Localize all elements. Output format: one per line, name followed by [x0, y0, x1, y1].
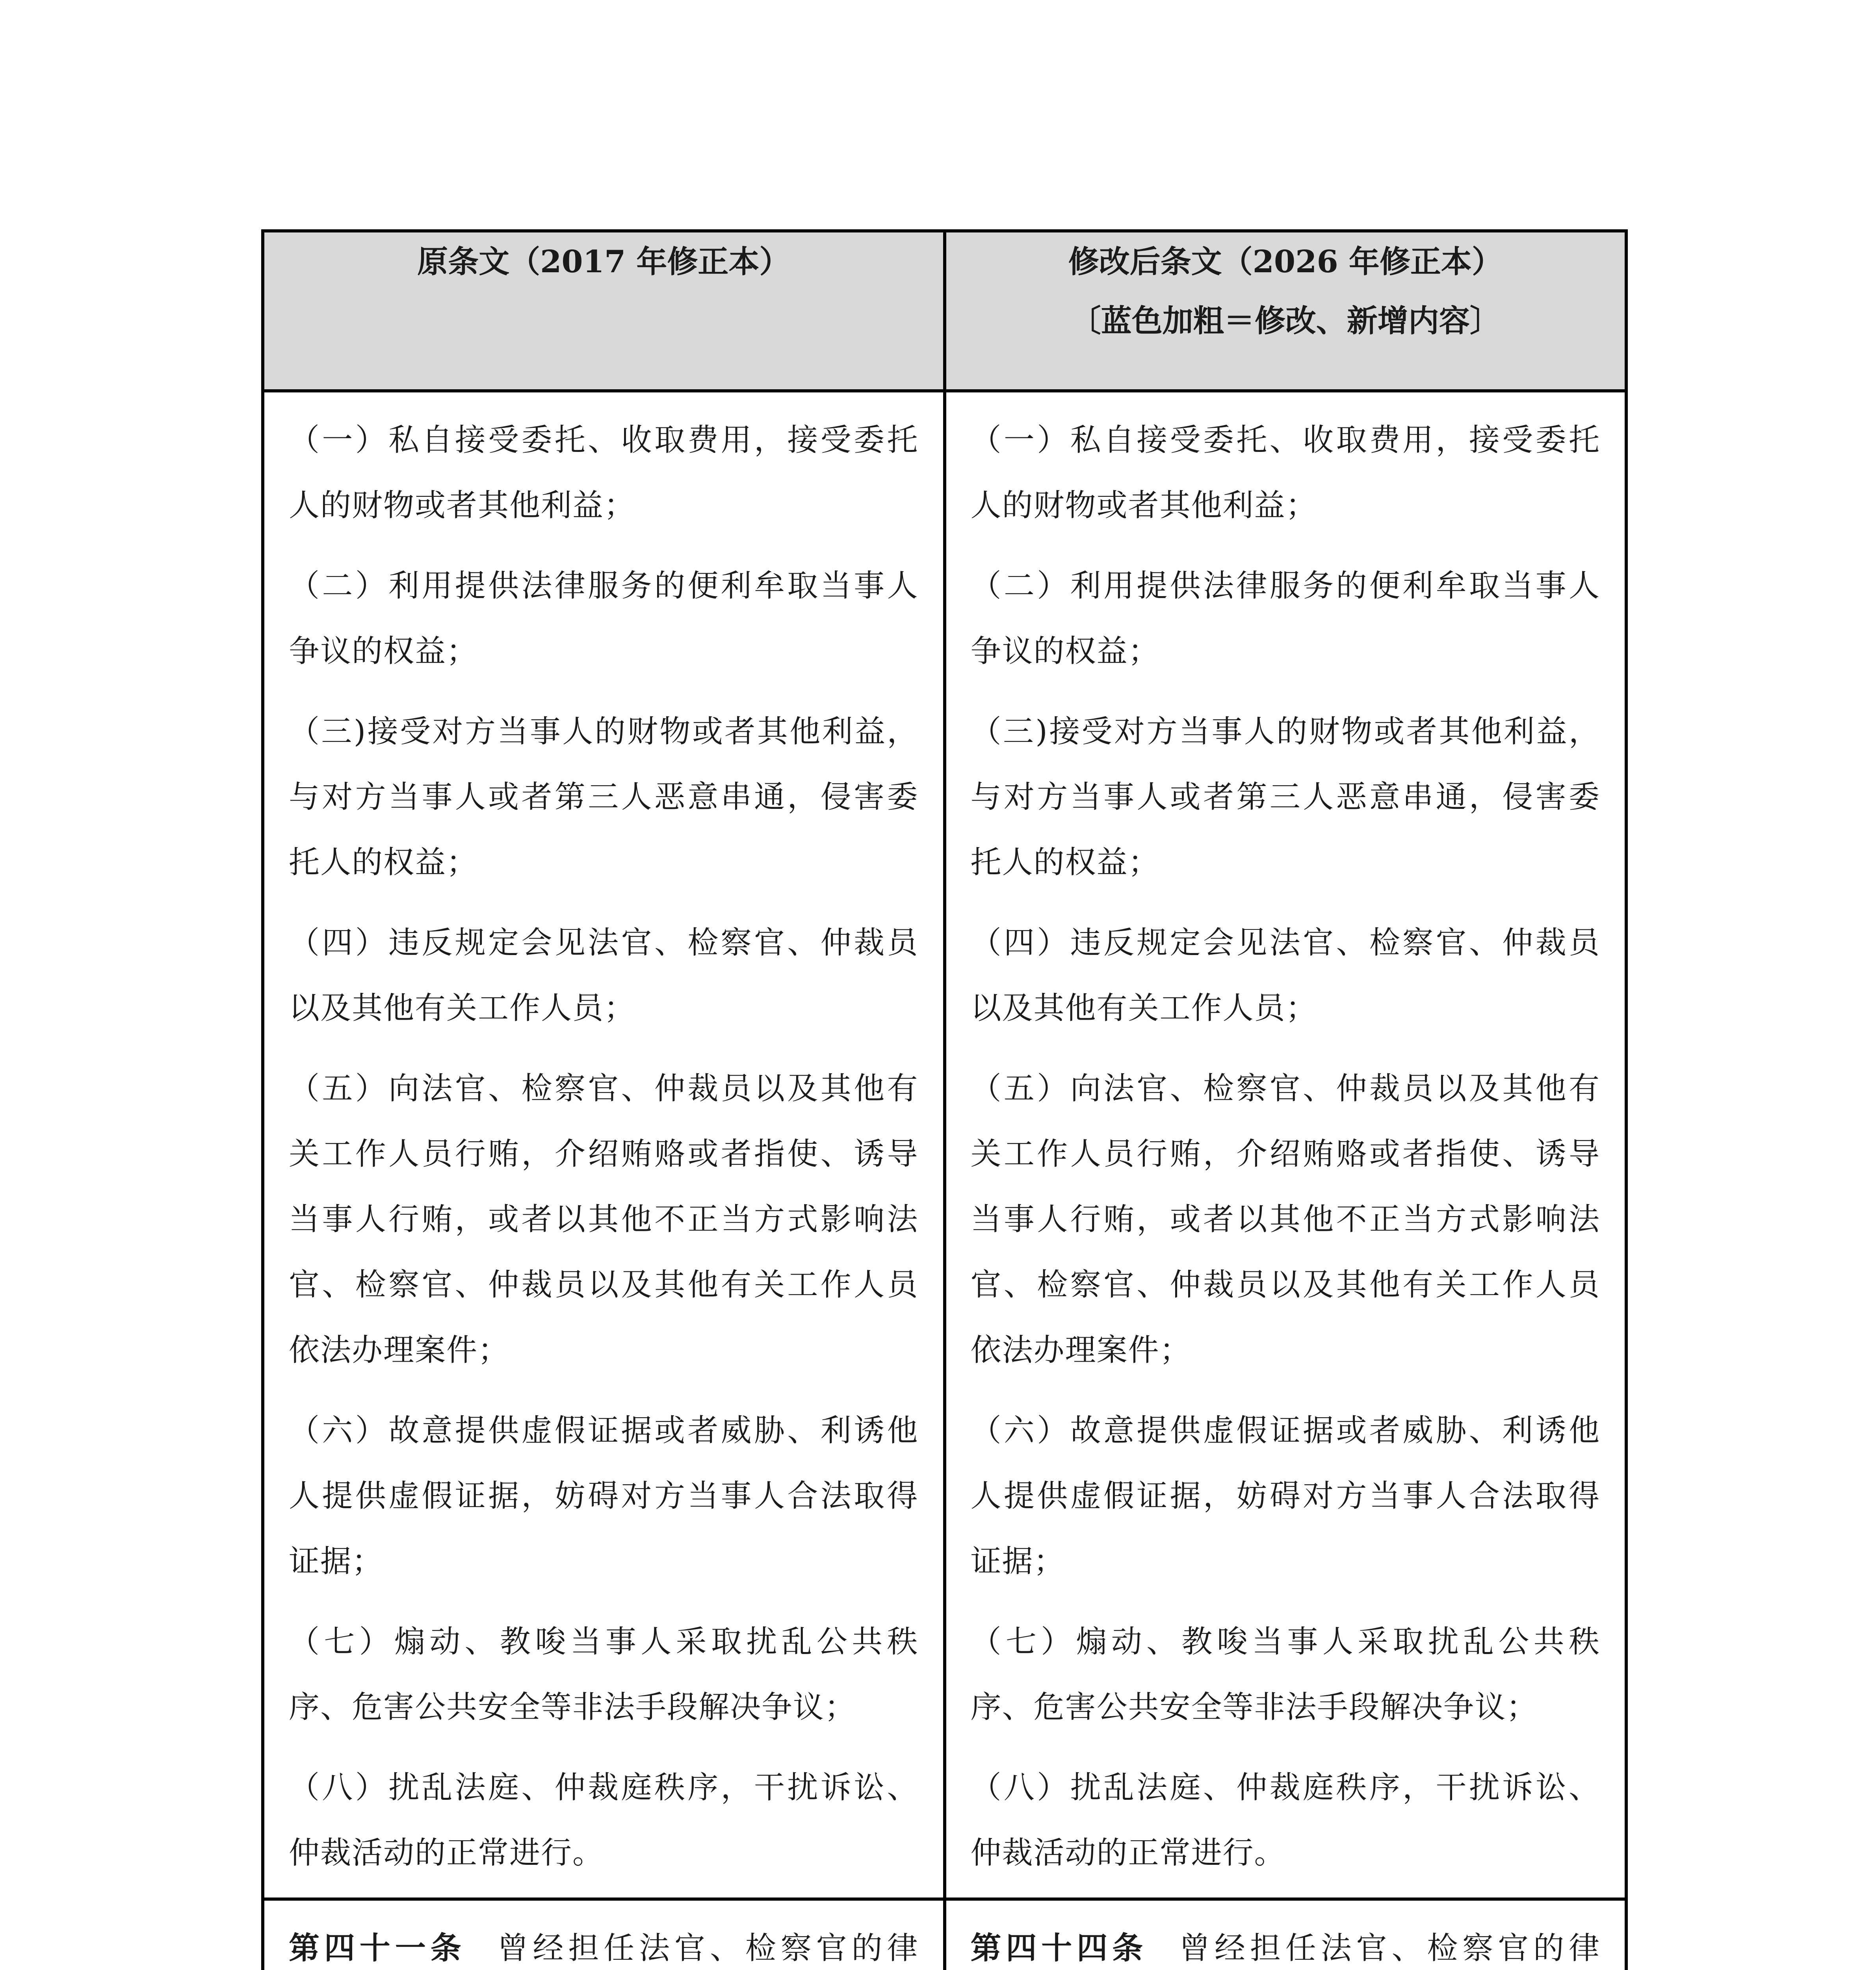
original-item-6: （六）故意提供虚假证据或者威胁、利诱他人提供虚假证据，妨碍对方当事人合法取得证据； [289, 1413, 919, 1579]
header-revised-title: 修改后条文（2026 年修正本） [1068, 244, 1503, 280]
revised-item-7: （七）煽动、教唆当事人采取扰乱公共秩序、危害公共安全等非法手段解决争议； [970, 1624, 1600, 1725]
header-original [263, 231, 945, 391]
original-item-4: （四）违反规定会见法官、检察官、仲裁员以及其他有关工作人员； [289, 925, 919, 1026]
original-cell-items [263, 391, 945, 1899]
header-revised-subtitle: 〔蓝色加粗＝修改、新增内容〕 [1070, 303, 1501, 339]
revised-cell-items [945, 391, 1627, 1899]
header-revised [945, 231, 1627, 391]
original-article-number: 第四十一条 [289, 1930, 466, 1966]
revised-item-5: （五）向法官、检察官、仲裁员以及其他有关工作人员行贿，介绍贿赂或者指使、诱导当事人行贿，或者以其他不正当方式影响法官、检察官、仲裁员以及其他有关工作人员依法办理案件； [970, 1071, 1600, 1368]
revised-item-3: （三)接受对方当事人的财物或者其他利益，与对方当事人或者第三人恶意串通，侵害委托人的权益； [970, 714, 1600, 880]
revised-article-body: 曾经担任法官、检察官的律 [1179, 1931, 1600, 1966]
original-cell-article [263, 1899, 945, 1970]
original-article-body: 曾经担任法官、检察官的律 [497, 1931, 919, 1966]
original-item-2: （二）利用提供法律服务的便利牟取当事人争议的权益； [289, 568, 919, 669]
original-item-5: （五）向法官、检察官、仲裁员以及其他有关工作人员行贿，介绍贿赂或者指使、诱导当事人行贿，或者以其他不正当方式影响法官、检察官、仲裁员以及其他有关工作人员依法办理案件； [289, 1071, 919, 1368]
original-item-1: （一）私自接受委托、收取费用，接受委托人的财物或者其他利益； [289, 422, 919, 523]
revised-item-4: （四）违反规定会见法官、检察官、仲裁员以及其他有关工作人员； [970, 925, 1600, 1026]
revised-item-2: （二）利用提供法律服务的便利牟取当事人争议的权益； [970, 568, 1600, 669]
original-item-3: （三)接受对方当事人的财物或者其他利益，与对方当事人或者第三人恶意串通，侵害委托人的权益； [289, 714, 919, 880]
header-original-title: 原条文（2017 年修正本） [417, 244, 790, 280]
original-item-7: （七）煽动、教唆当事人采取扰乱公共秩序、危害公共安全等非法手段解决争议； [289, 1624, 919, 1725]
original-item-8: （八）扰乱法庭、仲裁庭秩序，干扰诉讼、仲裁活动的正常进行。 [289, 1770, 919, 1871]
revised-article-paragraph [971, 1916, 1601, 1970]
revised-item-6: （六）故意提供虚假证据或者威胁、利诱他人提供虚假证据，妨碍对方当事人合法取得证据； [970, 1413, 1600, 1579]
revised-item-1: （一）私自接受委托、收取费用，接受委托人的财物或者其他利益； [970, 422, 1600, 523]
original-article-paragraph [289, 1916, 919, 1970]
revised-article-number: 第四十四条 [970, 1930, 1148, 1966]
comparison-table [261, 229, 1628, 1970]
revised-cell-article [945, 1899, 1627, 1970]
revised-item-8: （八）扰乱法庭、仲裁庭秩序，干扰诉讼、仲裁活动的正常进行。 [970, 1770, 1600, 1871]
